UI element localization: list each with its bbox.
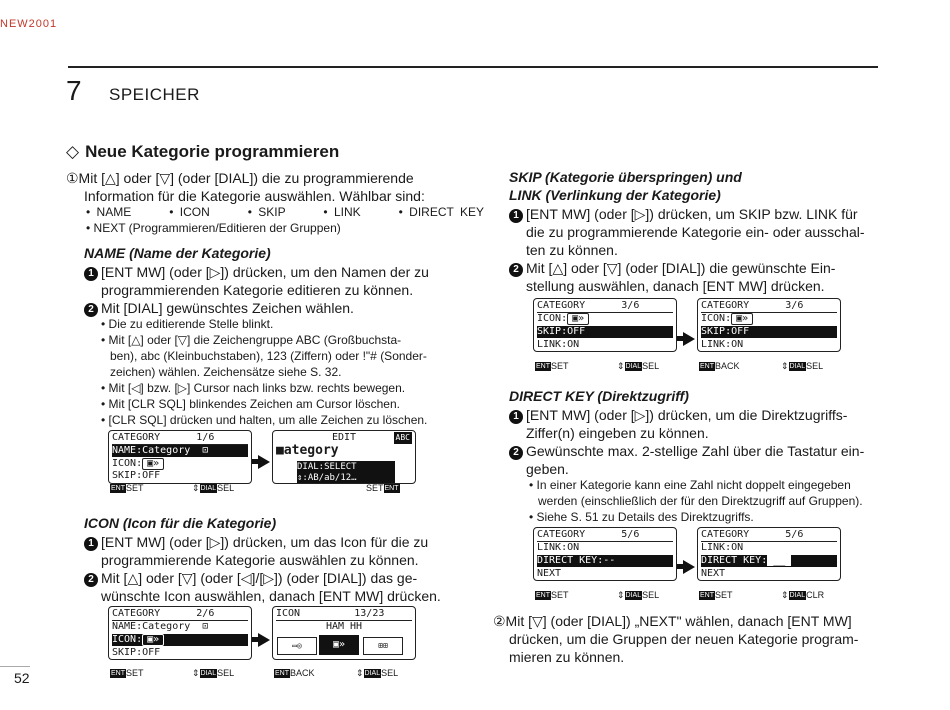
foot-left: SET	[551, 590, 569, 600]
lcd-input-box: __	[767, 555, 791, 566]
ent-key-icon: ENT	[111, 485, 125, 492]
lcd-row-selected: DIRECT KEY:--	[537, 555, 673, 567]
lcd-badge: ABC	[395, 433, 410, 442]
step-number-icon: 1	[509, 209, 523, 223]
radio-icon: ▣»	[142, 458, 164, 470]
lcd-hint: ⇕:AB/ab/12…	[297, 472, 395, 483]
arrow-right-icon	[258, 455, 270, 469]
lcd-row-selected: NAME:Category ⊡	[112, 445, 248, 457]
foot-left: SET	[126, 668, 144, 678]
lcd-dk-1	[533, 527, 677, 581]
skip-heading-2: LINK (Verlinkung der Kategorie)	[509, 187, 721, 203]
lcd-label: ICON:	[112, 458, 143, 469]
lcd-row-selected: SKIP:OFF	[701, 326, 837, 338]
lcd-row: CATEGORY 1/6	[112, 432, 248, 445]
ent-key-icon: ENT	[700, 592, 714, 599]
step1-line2: Information für die Kategorie auswählen. Wählbar sind:	[84, 188, 425, 204]
step-number-icon: 2	[509, 446, 523, 460]
skip-step1-text: [ENT MW] (oder [▷]) drücken, um SKIP bzw. LINK für	[526, 206, 858, 222]
dial-key-icon: DIAL	[200, 485, 217, 492]
lcd-foot: ⇕DIALSEL	[781, 361, 824, 371]
lcd-name-1	[108, 430, 252, 484]
lcd-foot	[535, 590, 569, 600]
options-list-2: • NEXT (Programmieren/Editieren der Gruppen)	[86, 221, 341, 235]
skip-heading-1: SKIP (Kategorie überspringen) und	[509, 169, 742, 185]
dial-key-icon: DIAL	[625, 592, 642, 599]
lcd-skip-2	[697, 298, 841, 352]
lcd-foot	[535, 361, 569, 371]
page-number-rule	[0, 666, 30, 667]
foot-right: SEL	[806, 361, 824, 371]
ent-key-icon: ENT	[275, 670, 289, 677]
lcd-row: CATEGORY 5/6	[537, 529, 673, 542]
lcd-row: NEXT	[701, 568, 726, 579]
name-bullet1: • Die zu editierende Stelle blinkt.	[101, 317, 274, 331]
lcd-row: LINK:ON	[537, 339, 580, 350]
step-number-icon: 2	[84, 573, 98, 587]
foot-right: SEL	[642, 361, 660, 371]
name-bullet2c: zeichen) wählen. Zeichensätze siehe S. 32.	[110, 365, 342, 379]
lcd-row-selected: SKIP:OFF	[537, 326, 673, 338]
lcd-foot: ⇕DIALSEL	[617, 361, 660, 371]
lcd-row: CATEGORY 3/6	[701, 300, 837, 313]
section-title-text: Neue Kategorie programmieren	[85, 142, 340, 161]
foot-left: BACK	[715, 361, 740, 371]
lcd-row: ICON 13/23	[276, 608, 412, 621]
dk-step2	[509, 442, 864, 460]
lcd-foot: ⇕DIALSEL	[356, 668, 399, 678]
final-step-3: mieren zu können.	[509, 649, 625, 665]
skip-step1-cont: die zu programmierende Kategorie ein- oder ausschal-	[526, 224, 865, 240]
dk-step1-cont: Ziffer(n) eingeben zu können.	[526, 425, 709, 441]
lcd-row	[701, 313, 837, 325]
lcd-row: NAME:Category ⊡	[112, 621, 209, 632]
icon-option-selected: ▣»	[319, 635, 359, 655]
name-bullet4: • Mit [CLR SQL] blinkendes Zeichen am Cursor löschen.	[101, 397, 400, 411]
lcd-dk-2	[697, 527, 841, 581]
diamond-icon: ◇	[66, 142, 80, 161]
chapter-number: 7	[66, 75, 82, 106]
icon-heading: ICON (Icon für die Kategorie)	[84, 515, 277, 531]
name-step1-cont: programmierenden Kategorie editieren zu können.	[101, 282, 414, 298]
lcd-row: CATEGORY 5/6	[701, 529, 837, 542]
name-heading: NAME (Name der Kategorie)	[84, 245, 271, 261]
lcd-foot	[699, 590, 733, 600]
dk-step2-text: Gewünschte max. 2-stellige Zahl über die Tastatur ein-	[526, 443, 865, 459]
lcd-skip-1	[533, 298, 677, 352]
foot-left: BACK	[290, 668, 315, 678]
lcd-row: NEXT	[537, 568, 562, 579]
lcd-foot	[699, 361, 740, 371]
lcd-row: LINK:ON	[701, 339, 744, 350]
lcd-row: CATEGORY 2/6	[112, 608, 248, 621]
icon-step1	[84, 533, 428, 551]
name-bullet5: • [CLR SQL] drücken und halten, um alle Zeichen zu löschen.	[101, 413, 428, 427]
step1-line1: ①Mit [△] oder [▽] (oder [DIAL]) die zu programmierende	[66, 170, 414, 186]
header-mark: NEW2001	[0, 18, 58, 30]
lcd-foot	[110, 483, 144, 493]
lcd-row-selected	[112, 634, 248, 646]
final-step-2: drücken, um die Gruppen der neuen Kategorie program-	[509, 631, 859, 647]
directkey-heading: DIRECT KEY (Direktzugriff)	[509, 388, 689, 404]
step-number-icon: 2	[509, 263, 523, 277]
ent-key-icon: ENT	[536, 592, 550, 599]
lcd-foot	[366, 483, 400, 493]
foot-right: SEL	[381, 668, 399, 678]
lcd-row: SKIP:OFF	[112, 647, 161, 658]
lcd-row: CATEGORY 3/6	[537, 300, 673, 313]
lcd-foot: ⇕DIALSEL	[192, 483, 235, 493]
lcd-label: ICON:	[537, 313, 568, 324]
foot-right: SEL	[642, 590, 660, 600]
radio-icon: ▣»	[567, 313, 589, 325]
foot-right: SEL	[217, 483, 235, 493]
lcd-row: LINK:ON	[537, 542, 580, 553]
dial-key-icon: DIAL	[789, 592, 806, 599]
lcd-row-selected	[701, 555, 837, 567]
name-bullet2a: • Mit [△] oder [▽] die Zeichengruppe ABC (Großbuchsta-	[101, 333, 402, 347]
name-bullet2b: ben), abc (Kleinbuchstaben), 123 (Ziffern) oder !"# (Sonder-	[110, 349, 427, 363]
lcd-foot: ⇕DIALSEL	[192, 668, 235, 678]
lcd-name-2	[272, 430, 416, 484]
icon-option: ▭◎	[277, 637, 317, 655]
icon-step2	[84, 569, 417, 587]
step-number-icon: 1	[509, 410, 523, 424]
lcd-foot	[110, 668, 144, 678]
step-number-icon: 1	[84, 267, 98, 281]
icon-step2-cont: wünschte Icon auswählen, danach [ENT MW] drücken.	[101, 588, 441, 604]
arrow-right-icon	[683, 560, 695, 574]
chapter-title: SPEICHER	[109, 85, 200, 104]
lcd-row	[537, 313, 673, 325]
foot-left: SET	[126, 483, 144, 493]
lcd-foot	[274, 668, 315, 678]
page-number: 52	[14, 670, 30, 686]
dial-key-icon: DIAL	[625, 363, 642, 370]
header-rule	[68, 66, 878, 68]
lcd-icon-1	[108, 606, 252, 660]
foot-left: SET	[551, 361, 569, 371]
name-step1-text: [ENT MW] (oder [▷]) drücken, um den Namen der zu	[101, 264, 429, 280]
dial-key-icon: DIAL	[789, 363, 806, 370]
dial-key-icon: DIAL	[200, 670, 217, 677]
lcd-row: LINK:ON	[701, 542, 744, 553]
dk-bullet1b: werden (einschließlich der für den Direktzugriff auf Gruppen).	[538, 494, 863, 508]
radio-icon: ▣»	[142, 634, 164, 646]
foot-right: CLR	[806, 590, 825, 600]
lcd-label: DIRECT KEY:	[701, 555, 768, 566]
radio-icon: ▣»	[731, 313, 753, 325]
name-step2-text: Mit [DIAL] gewünschtes Zeichen wählen.	[101, 300, 354, 316]
name-step2	[84, 299, 354, 317]
lcd-foot: ⇕DIALCLR	[781, 590, 825, 600]
dial-key-icon: DIAL	[364, 670, 381, 677]
arrow-right-icon	[258, 633, 270, 647]
lcd-hint: DIAL:SELECT	[297, 461, 395, 473]
final-step-1: ②Mit [▽] (oder [DIAL]) „NEXT" wählen, danach [ENT MW]	[493, 613, 852, 629]
dk-step1-text: [ENT MW] (oder [▷]) drücken, um die Direktzugriffs-	[526, 407, 848, 423]
icon-option: ⊞⊞	[363, 637, 403, 655]
skip-step2	[509, 259, 835, 277]
lcd-row: ■ategory	[276, 443, 339, 458]
dk-bullet1a: • In einer Kategorie kann eine Zahl nicht doppelt eingegeben	[529, 478, 851, 492]
skip-step1	[509, 205, 858, 223]
icon-step2-text: Mit [△] oder [▽] (oder [◁]/[▷]) (oder [DIAL]) das ge-	[101, 570, 418, 586]
name-step1	[84, 263, 429, 281]
ent-key-icon: ENT	[536, 363, 550, 370]
arrow-right-icon	[683, 332, 695, 346]
dk-bullet2: • Siehe S. 51 zu Details des Direktzugriffs.	[529, 510, 754, 524]
dk-step1	[509, 406, 847, 424]
step-number-icon: 1	[84, 537, 98, 551]
icon-step1-cont: programmierende Kategorie auswählen zu können.	[101, 552, 419, 568]
section-title	[66, 142, 339, 162]
skip-step2-text: Mit [△] oder [▽] (oder [DIAL]) die gewünschte Ein-	[526, 260, 836, 276]
lcd-row	[112, 458, 248, 470]
foot-left: SET	[715, 590, 733, 600]
ent-key-icon: ENT	[700, 363, 714, 370]
lcd-foot: ⇕DIALSEL	[617, 590, 660, 600]
name-bullet3: • Mit [◁] bzw. [▷] Cursor nach links bzw. rechts bewegen.	[101, 381, 406, 395]
icon-step1-text: [ENT MW] (oder [▷]) drücken, um das Icon für die zu	[101, 534, 429, 550]
lcd-icon-2	[272, 606, 416, 660]
step-number-icon: 2	[84, 303, 98, 317]
ent-key-icon: ENT	[384, 485, 399, 492]
options-list: • NAME • ICON • SKIP • LINK • DIRECT KEY	[86, 205, 484, 219]
lcd-edit-label: EDIT	[331, 432, 357, 443]
foot-right: SEL	[217, 668, 235, 678]
lcd-row: HAM HH	[325, 621, 363, 632]
lcd-row: SKIP:OFF	[112, 470, 161, 481]
skip-step1-cont2: ten zu können.	[526, 242, 618, 258]
skip-step2-cont: stellung auswählen, danach [ENT MW] drücken.	[526, 278, 825, 294]
foot-right: SET	[366, 483, 384, 493]
lcd-label: ICON:	[701, 313, 732, 324]
lcd-label: ICON:	[112, 634, 143, 645]
ent-key-icon: ENT	[111, 670, 125, 677]
dk-step2-cont: geben.	[526, 461, 569, 477]
